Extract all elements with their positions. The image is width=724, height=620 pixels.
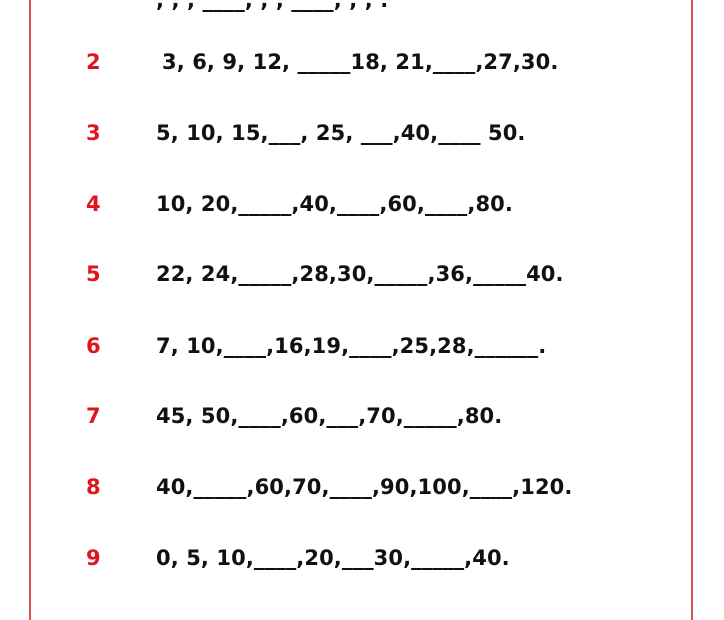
number-sequence: 5, 10, 15,___, 25, ___,40,____ 50. bbox=[156, 121, 526, 145]
sequence-row-6 bbox=[0, 328, 724, 364]
sequence-row-5 bbox=[0, 256, 724, 292]
sequence-row-8 bbox=[0, 469, 724, 505]
sequence-row-4 bbox=[0, 186, 724, 222]
sequence-row-9 bbox=[0, 540, 724, 576]
row-number: 7 bbox=[86, 404, 101, 428]
sequence-row-10 bbox=[0, 610, 724, 620]
row-number: 6 bbox=[86, 334, 101, 358]
sequence-row-1 bbox=[0, 0, 724, 18]
row-number: 5 bbox=[86, 262, 101, 286]
row-number: 9 bbox=[86, 546, 101, 570]
row-number: 3 bbox=[86, 121, 101, 145]
worksheet-border bbox=[29, 0, 693, 620]
number-sequence: 22, 24,_____,28,30,_____,36,_____40. bbox=[156, 262, 564, 286]
number-sequence: 40,_____,60,70,____,90,100,____,120. bbox=[156, 475, 573, 499]
row-number: 2 bbox=[86, 50, 101, 74]
sequence-row-7 bbox=[0, 398, 724, 434]
number-sequence: 45, 50,____,60,___,70,_____,80. bbox=[156, 404, 503, 428]
sequence-row-3 bbox=[0, 115, 724, 151]
number-sequence: 3, 6, 9, 12, _____18, 21,____,27,30. bbox=[162, 50, 559, 74]
row-number: 4 bbox=[86, 192, 101, 216]
sequence-row-2 bbox=[0, 44, 724, 80]
row-number: 8 bbox=[86, 475, 101, 499]
number-sequence: 7, 10,____,16,19,____,25,28,______. bbox=[156, 334, 547, 358]
number-sequence: , , , ____, , , ____, , , . bbox=[156, 0, 389, 12]
number-sequence: 10, 20,_____,40,____,60,____,80. bbox=[156, 192, 513, 216]
number-sequence: 0, 5, 10,____,20,___30,_____,40. bbox=[156, 546, 510, 570]
